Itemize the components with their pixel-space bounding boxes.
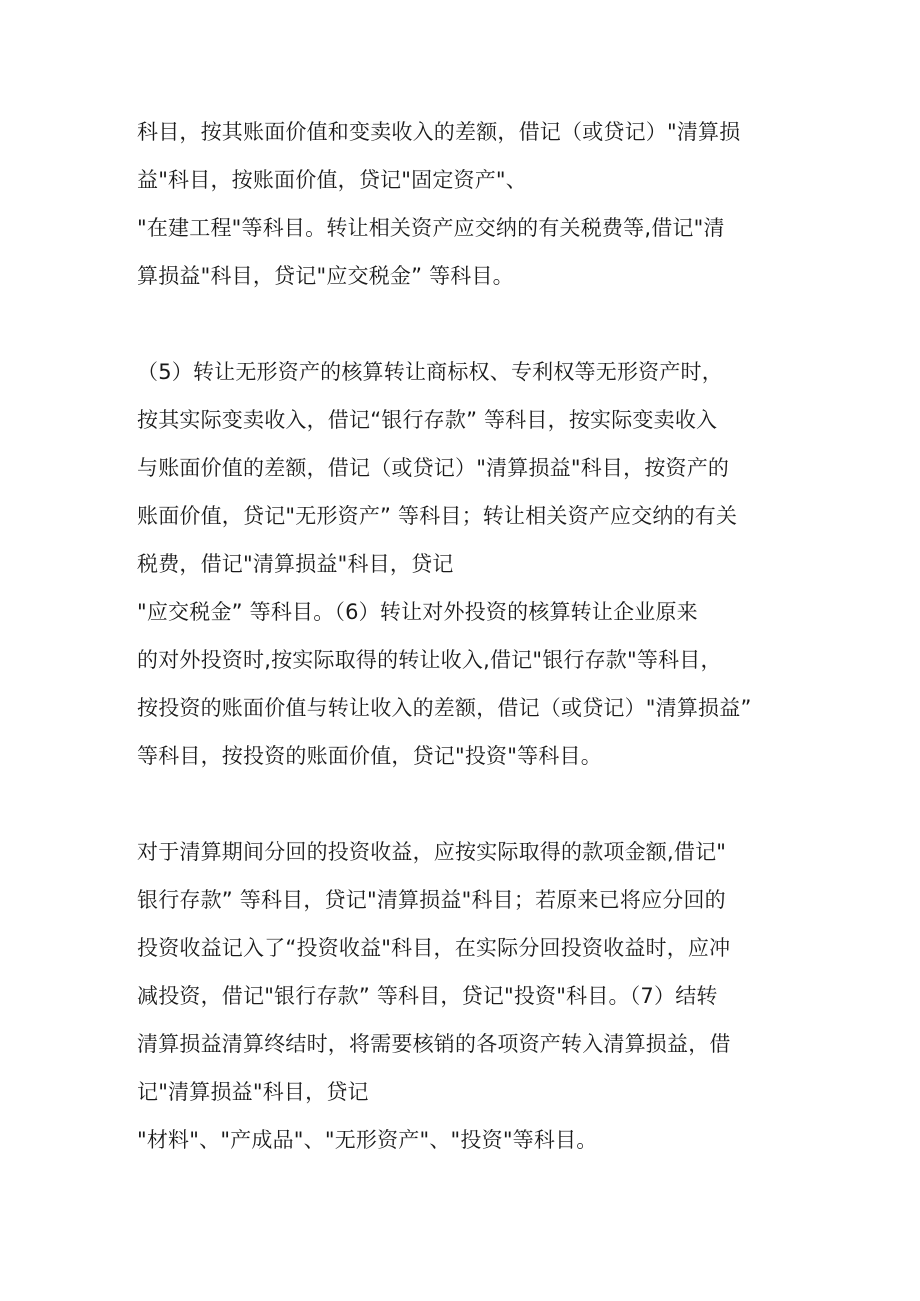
text-line: 按投资的账面价值与转让收入的差额，借记（或贷记）"清算损益”	[137, 696, 752, 720]
text-line: "材料"、"产成品"、"无形资产"、"投资"等科目。	[137, 1128, 598, 1152]
text-line: "应交税金” 等科目。（6）转让对外投资的核算转让企业原来	[137, 600, 698, 624]
text-line: 科目，按其账面价值和变卖收入的差额，借记（或贷记）"清算损	[137, 120, 741, 144]
text-line: 清算损益清算终结时，将需要核销的各项资产转入清算损益，借	[137, 1032, 731, 1056]
text-line: （5）转让无形资产的核算转让商标权、专利权等无形资产时，	[137, 360, 723, 384]
text-line: 算损益"科目，贷记"应交税金” 等科目。	[137, 264, 514, 288]
text-line: 与账面价值的差额，借记（或贷记）"清算损益"科目，按资产的	[137, 456, 730, 480]
text-line: "在建工程"等科目。转让相关资产应交纳的有关税费等,借记"清	[137, 216, 725, 240]
text-line: 益"科目，按账面价值，贷记"固定资产"、	[137, 168, 527, 192]
text-line: 的对外投资时,按实际取得的转让收入,借记"银行存款"等科目，	[137, 648, 722, 672]
text-line: 银行存款” 等科目，贷记"清算损益"科目；若原来已将应分回的	[137, 888, 726, 912]
text-line: 账面价值，贷记"无形资产” 等科目；转让相关资产应交纳的有关	[137, 504, 738, 528]
text-line: 按其实际变卖收入，借记“银行存款” 等科目，按实际变卖收入	[137, 408, 718, 432]
text-line: 记"清算损益"科目，贷记	[137, 1080, 369, 1104]
text-line: 减投资，借记"银行存款” 等科目，贷记"投资"科目。（7）结转	[137, 984, 718, 1008]
text-line: 对于清算期间分回的投资收益，应按实际取得的款项金额,借记"	[137, 840, 727, 864]
text-line: 等科目，按投资的账面价值，贷记"投资"等科目。	[137, 744, 602, 768]
text-line: 税费，借记"清算损益"科目，贷记	[137, 552, 454, 576]
text-line: 投资收益记入了“投资收益"科目，在实际分回投资收益时，应冲	[137, 936, 731, 960]
